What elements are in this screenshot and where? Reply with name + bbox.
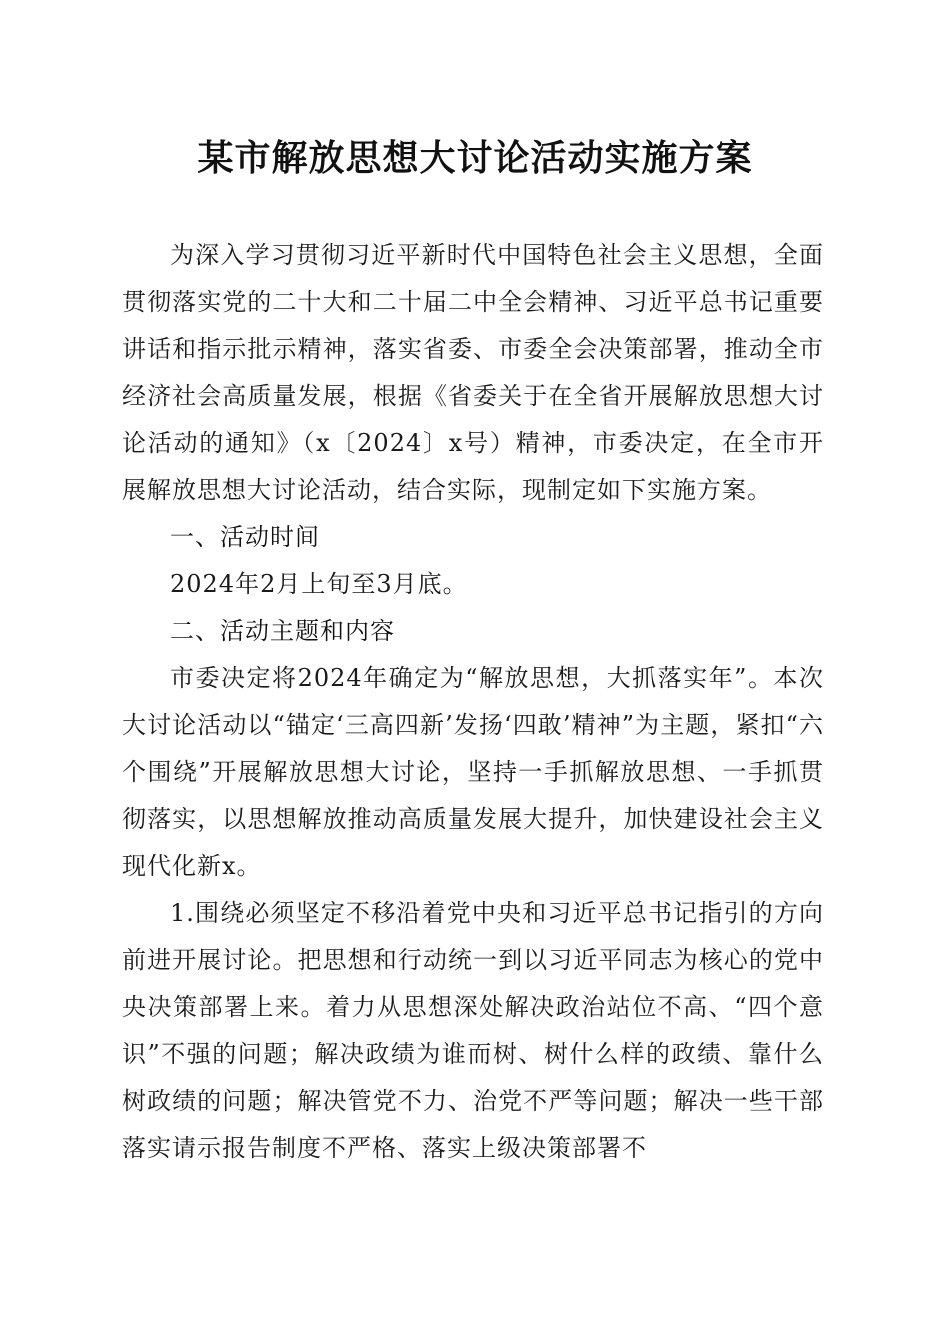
activity-time-paragraph: 2024年2月上旬至3月底。: [170, 570, 468, 598]
theme-paragraph: 市委决定将2024年确定为“解放思想，大抓落实年”。本次大讨论活动以“锚定‘三高四新’发扬‘四敢’精神”为主题，紧扣“六个围绕”开展解放思想大讨论，坚持一手抓解放思想、一手抓贯彻落实，以思想解放推动高质量发展大提升，加快建设社会主义现代化新x。: [122, 664, 824, 880]
item-1-paragraph: 1.围绕必须坚定不移沿着党中央和习近平总书记指引的方向前进开展讨论。把思想和行动统一到以习近平同志为核心的党中央决策部署上来。着力从思想深处解决政治站位不高、“四个意识”不强的问题；解决政绩为谁而树、树什么样的政绩、靠什么树政绩的问题；解决管党不力、治党不严等问题；解决一些干部落实请示报告制度不严格、落实上级决策部署不: [122, 899, 824, 1162]
document-title: 某市解放思想大讨论活动实施方案: [197, 137, 753, 179]
document-body: [122, 232, 824, 1172]
section-heading-theme-content: 二、活动主题和内容: [170, 617, 395, 645]
section-heading-activity-time: 一、活动时间: [170, 523, 320, 551]
intro-paragraph: 为深入学习贯彻习近平新时代中国特色社会主义思想，全面贯彻落实党的二十大和二十届二中全会精神、习近平总书记重要讲话和指示批示精神，落实省委、市委全会决策部署，推动全市经济社会高质量发展，根据《省委关于在全省开展解放思想大讨论活动的通知》（x〔2024〕x号）精神，市委决定，在全市开展解放思想大讨论活动，结合实际，现制定如下实施方案。: [122, 241, 824, 504]
